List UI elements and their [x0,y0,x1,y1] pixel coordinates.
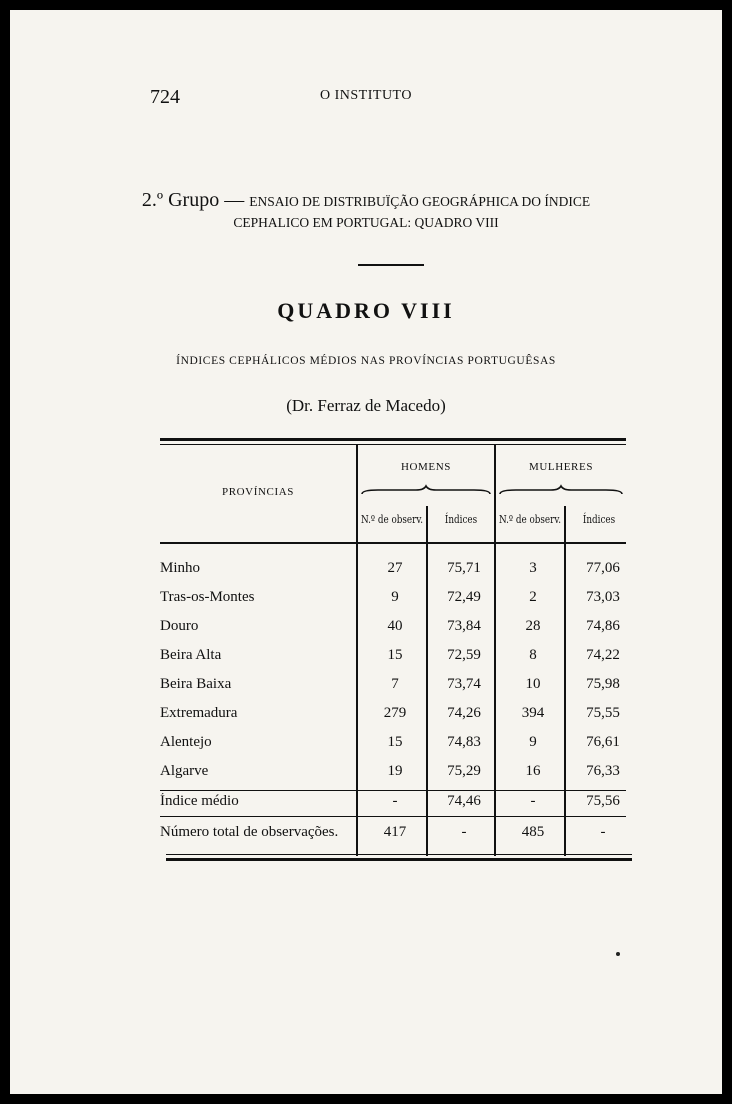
subheader-mulheres-indices: Índices [582,513,616,526]
homens-obs: 417 [383,824,407,840]
homens-indice: 72,49 [447,589,481,605]
province-name: Beira Baixa [160,676,232,692]
mulheres-obs: 10 [525,676,541,692]
province-name: Douro [160,618,199,634]
homens-obs: 19 [387,763,403,779]
province-name: Minho [160,560,201,576]
table-top-rule-thick [160,438,626,441]
subheader-homens-indices: Índices [444,513,478,526]
province-name: Alentejo [160,734,212,750]
running-title: O INSTITUTO [320,88,412,103]
subheader-homens-obs: N.º de observ. [360,513,424,526]
homens-obs: - [392,793,398,809]
mulheres-indice: 75,98 [586,676,620,692]
table-bottom-rule-thick [166,858,632,861]
mulheres-obs: 485 [521,824,545,840]
table-row [160,618,636,642]
homens-brace [360,484,492,498]
table-top-rule-thin [160,444,626,445]
mulheres-indice: 76,61 [586,734,620,750]
page-number: 724 [150,86,180,108]
homens-obs: 15 [387,734,403,750]
medio-top-rule [160,790,626,791]
table-row [160,734,636,758]
mulheres-obs: - [530,793,536,809]
table-row [160,705,636,729]
medio-label: Índice médio [160,793,239,809]
group-heading [10,190,722,233]
table-title: QUADRO VIII [277,298,455,323]
group-prefix: 2.º Grupo — [141,189,250,211]
book-page [10,10,722,1094]
group-heading-line1: ENSAIO DE DISTRIBUÏÇÃO GEOGRÁPHICA DO ÍNDICE [249,194,591,209]
homens-indice: 73,74 [447,676,481,692]
section-divider [358,264,424,266]
province-name: Tras-os-Montes [160,589,255,605]
table-row-medio [160,793,636,817]
homens-indice: 75,29 [447,763,481,779]
mulheres-indice: 77,06 [586,560,620,576]
homens-indice: 74,83 [447,734,481,750]
table-row-total [160,824,636,848]
homens-indice: 74,26 [447,705,481,721]
table-row [160,560,636,584]
mulheres-indice: 76,33 [586,763,620,779]
total-label: Número total de observações. [160,824,339,840]
header-mulheres: MULHERES [528,461,594,473]
table-row [160,763,636,787]
homens-obs: 7 [391,676,399,692]
table-row [160,589,636,613]
homens-obs: 279 [383,705,407,721]
mulheres-brace [498,484,624,498]
mulheres-obs: 394 [521,705,545,721]
header-provincias: PROVÍNCIAS [221,486,294,498]
header-homens: HOMENS [400,461,452,473]
mulheres-indice: - [600,824,606,840]
homens-indice: 73,84 [447,618,481,634]
mulheres-indice: 75,55 [586,705,620,721]
header-bottom-rule [160,542,626,544]
homens-obs: 15 [387,647,403,663]
mulheres-obs: 3 [529,560,537,576]
ink-speck [616,952,620,956]
table-row [160,676,636,700]
homens-obs: 9 [391,589,399,605]
homens-obs: 27 [387,560,403,576]
homens-obs: 40 [387,618,403,634]
mulheres-obs: 16 [525,763,541,779]
mulheres-indice: 73,03 [586,589,620,605]
table-subtitle: ÍNDICES CEPHÁLICOS MÉDIOS NAS PROVÍNCIAS PORTUGUÊSAS [176,355,556,367]
mulheres-indice: 75,56 [586,793,620,809]
mulheres-obs: 2 [529,589,537,605]
province-name: Extremadura [160,705,238,721]
mulheres-obs: 9 [529,734,537,750]
province-name: Algarve [160,763,209,779]
homens-indice: - [461,824,467,840]
province-name: Beira Alta [160,647,222,663]
mulheres-obs: 8 [529,647,537,663]
table-bottom-rule-thin [166,854,632,855]
mulheres-indice: 74,86 [586,618,620,634]
subheader-mulheres-obs: N.º de observ. [498,513,562,526]
mulheres-obs: 28 [525,618,541,634]
homens-indice: 74,46 [447,793,481,809]
mulheres-indice: 74,22 [586,647,620,663]
homens-indice: 72,59 [447,647,481,663]
homens-indice: 75,71 [447,560,481,576]
table-row [160,647,636,671]
group-heading-line2: CEPHALICO EM PORTUGAL: QUADRO VIII [233,215,499,230]
table-author: (Dr. Ferraz de Macedo) [286,396,446,415]
